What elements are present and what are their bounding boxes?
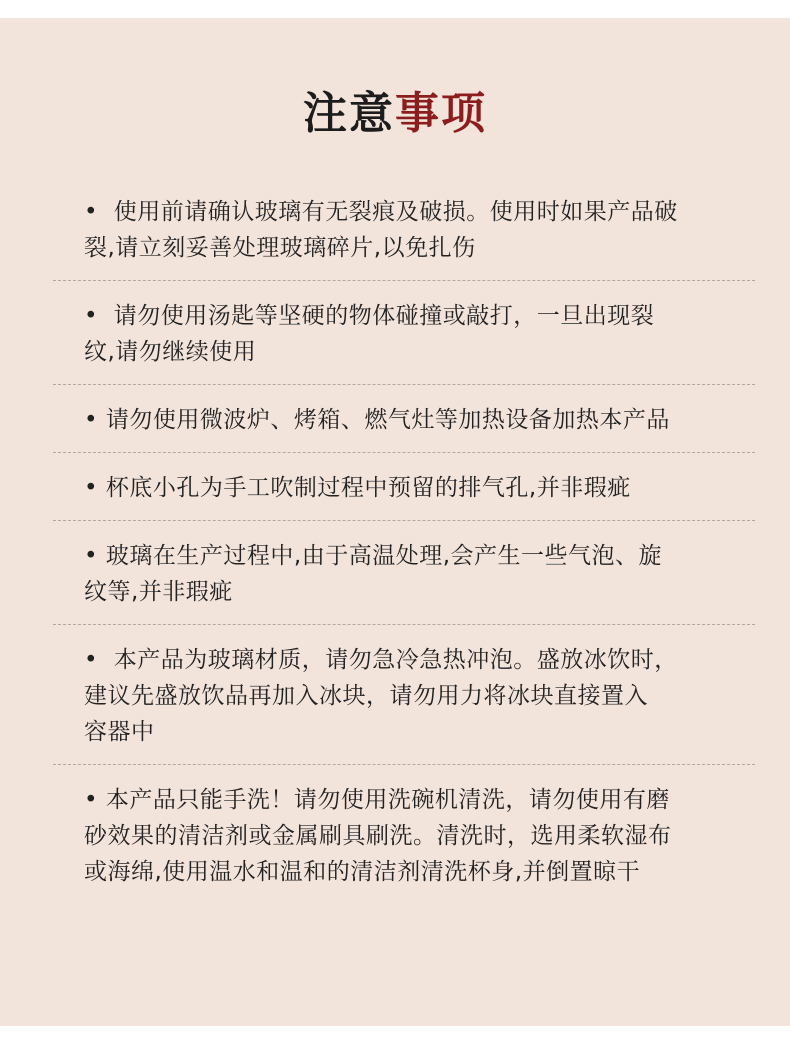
note-text: • 杯底小孔为手工吹制过程中预留的排气孔,并非瑕疵: [84, 475, 631, 501]
note-text: • 玻璃在生产过程中,由于高温处理,会产生一些气泡、旋 纹等,并非瑕疵: [84, 543, 662, 605]
note-text: • 本产品只能手洗！请勿使用洗碗机清洗，请勿使用有磨 砂效果的清洁剂或金属刷具刷洗。清洗时，选用柔软湿布 或海绵,使用温水和温和的清洁剂清洗杯身,并倒置晾干: [84, 787, 672, 885]
note-item: [84, 538, 724, 610]
divider: [53, 520, 755, 521]
note-item: [84, 194, 724, 266]
title-part-1: 注意: [303, 88, 395, 139]
note-text: • 本产品为玻璃材质，请勿急冷急热冲泡。盛放冰饮时， 建议先盛放饮品再加入冰块，请勿用力将冰块直接置入 容器中: [84, 647, 678, 745]
note-item: [84, 298, 724, 370]
note-item: [84, 402, 724, 438]
notes-list: [84, 194, 724, 890]
divider: [53, 280, 755, 281]
note-item: [84, 470, 724, 506]
note-item: [84, 782, 724, 890]
divider: [53, 384, 755, 385]
note-text: • 使用前请确认玻璃有无裂痕及破损。使用时如果产品破 裂,请立刻妥善处理玻璃碎片,以免扎伤: [84, 199, 678, 261]
note-text: • 请勿使用汤匙等坚硬的物体碰撞或敲打，一旦出现裂 纹,请勿继续使用: [84, 303, 655, 365]
title-part-2: 事项: [395, 88, 487, 139]
divider: [53, 624, 755, 625]
page-title: [0, 86, 790, 142]
note-text: • 请勿使用微波炉、烤箱、燃气灶等加热设备加热本产品: [84, 407, 670, 433]
divider: [53, 452, 755, 453]
note-item: [84, 642, 724, 750]
divider: [53, 764, 755, 765]
